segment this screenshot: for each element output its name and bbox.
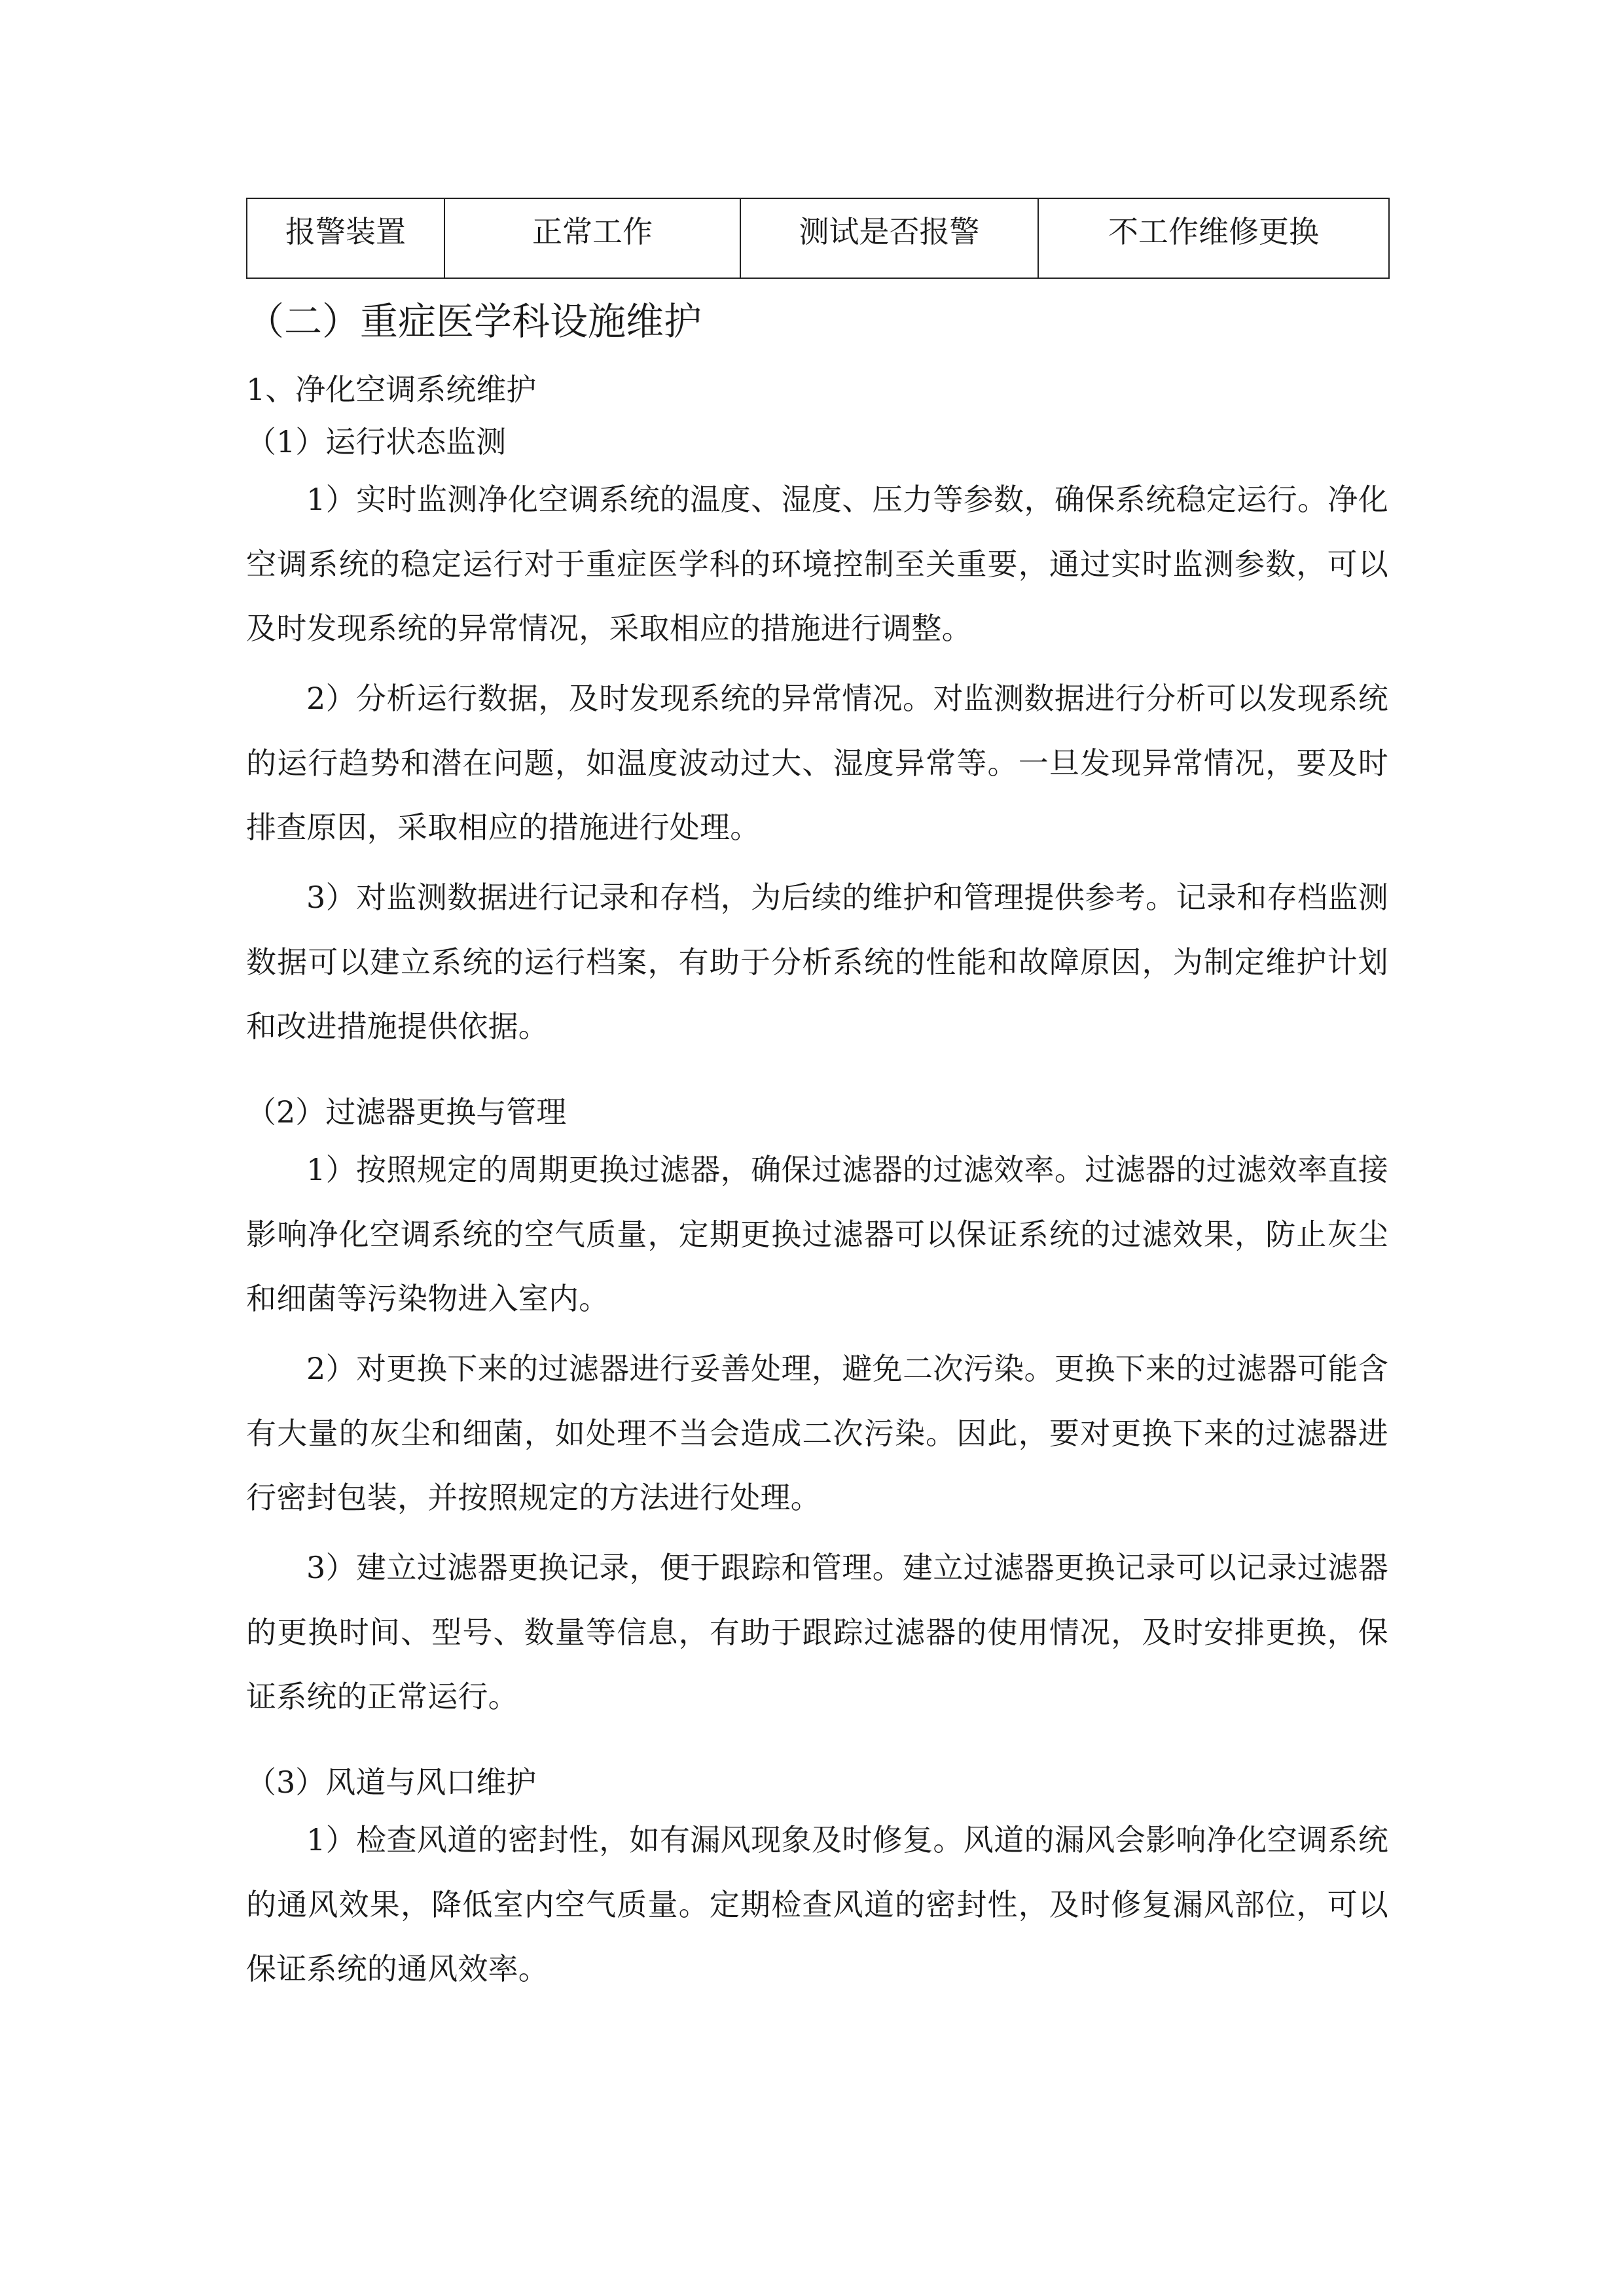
part-2-title: （2）过滤器更换与管理 (246, 1094, 567, 1130)
table-row (247, 198, 1389, 278)
paragraph: 3）建立过滤器更换记录，便于跟踪和管理。建立过滤器更换记录可以记录过滤器的更换时间、型号、数量等信息，有助于跟踪过滤器的使用情况，及时安排更换，保证系统的正常运行。 (246, 1550, 1388, 1714)
paragraph: 1）实时监测净化空调系统的温度、湿度、压力等参数，确保系统稳定运行。净化空调系统的稳定运行对于重症医学科的环境控制至关重要，通过实时监测参数，可以及时发现系统的异常情况，采取相应的措施进行调整。 (246, 482, 1388, 646)
table-cell: 测试是否报警 (740, 198, 1038, 278)
paragraph: 1）检查风道的密封性，如有漏风现象及时修复。风道的漏风会影响净化空调系统的通风效果，降低室内空气质量。定期检查风道的密封性，及时修复漏风部位，可以保证系统的通风效率。 (246, 1822, 1388, 1986)
part-3-title: （3）风道与风口维护 (246, 1765, 537, 1800)
maintenance-table (246, 198, 1390, 279)
table-cell: 正常工作 (444, 198, 740, 278)
section-heading: （二）重症医学科设施维护 (246, 299, 702, 344)
table-cell: 不工作维修更换 (1038, 198, 1389, 278)
table-cell: 报警装置 (247, 198, 444, 278)
paragraph: 3）对监测数据进行记录和存档，为后续的维护和管理提供参考。记录和存档监测数据可以建立系统的运行档案，有助于分析系统的性能和故障原因，为制定维护计划和改进措施提供依据。 (246, 880, 1388, 1044)
paragraph: 2）对更换下来的过滤器进行妥善处理，避免二次污染。更换下来的过滤器可能含有大量的灰尘和细菌，如处理不当会造成二次污染。因此，要对更换下来的过滤器进行密封包装，并按照规定的方法进行处理。 (246, 1351, 1388, 1515)
paragraph: 1）按照规定的周期更换过滤器，确保过滤器的过滤效率。过滤器的过滤效率直接影响净化空调系统的空气质量，定期更换过滤器可以保证系统的过滤效果，防止灰尘和细菌等污染物进入室内。 (246, 1152, 1388, 1316)
subsection-title: 1、净化空调系统维护 (246, 372, 537, 407)
part-1-title: （1）运行状态监测 (246, 424, 507, 459)
paragraph: 2）分析运行数据，及时发现系统的异常情况。对监测数据进行分析可以发现系统的运行趋势和潜在问题，如温度波动过大、湿度异常等。一旦发现异常情况，要及时排查原因，采取相应的措施进行处理。 (246, 681, 1388, 845)
